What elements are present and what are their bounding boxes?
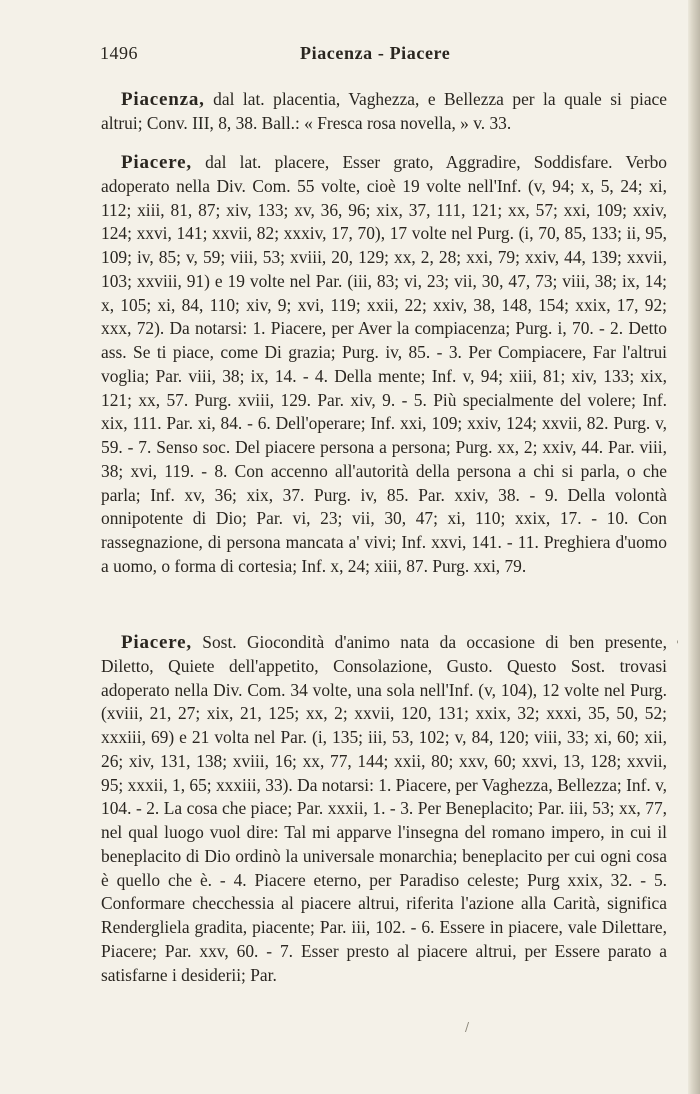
entry-headword: Piacere, bbox=[121, 632, 192, 653]
entry-headword: Piacere, bbox=[121, 152, 192, 173]
page-edge bbox=[688, 0, 700, 1094]
entry-body: Sost. Giocondità d'animo nata da occasione di ben presente, Diletto, Quiete dell'appetito, Consolazione, Gusto. Questo Sost. trovasi adoperato nella Div. Com. 34 volte, una sola nell'Inf. (v, 104), 12 volte nel Purg. (xviii, 21, 27; xix, 21, 125; xx, 2; xxvii, 120, 131; xxix, 32; xxxi, 35, 50, 52; xxxiii, 69) e 21 volta nel Par. (i, 135; iii, 53, 102; v, 84, 120; viii, 33; xi, 60; xii, 26; xiv, 131, 138; xviii, 16; xx, 77, 144; xxii, 80; xxv, 60; xxvi, 13, 128; xxvii, 95; xxxii, 1, 65; xxxiii, 33). Da notarsi: 1. Piacere, per Vaghezza, Bellezza; Inf. v, 104. - 2. La cosa che piace; Par. xxxii, 1. - 3. Per Beneplacito; Par. iii, 53; xx, 77, nel qual luogo vuol dire: Tal mi apparve l'insegna del romano impero, in cui il beneplacito di Dio ordinò la universale monarchia; beneplacito per cui ogni cosa è quello che è. - 4. Piacere eterno, per Paradiso celeste; Purg xxix, 32. - 5. Conformare checchessia al piacere altrui, riferita l'azione alla Carità, significa Rendergliela gradita, piacente; Par. iii, 102. - 6. Essere in piacere, vale Dilettare, Piacere; Par. xxv, 60. - 7. Esser presto al piacere altrui, per Essere parato a satisfarne i desiderii; Par. bbox=[101, 632, 667, 985]
pencil-mark: / bbox=[465, 1020, 470, 1034]
dictionary-entry-piacere-verb bbox=[101, 151, 667, 579]
entry-paragraph bbox=[101, 151, 667, 579]
running-head: Piacenza - Piacere bbox=[300, 43, 451, 63]
entry-paragraph bbox=[101, 631, 667, 987]
margin-dot: ' bbox=[676, 640, 679, 651]
entry-paragraph bbox=[101, 88, 667, 136]
entry-body: dal lat. placere, Esser grato, Aggradire, Soddisfare. Verbo adoperato nella Div. Com. 55 volte, cioè 19 volte nell'Inf. (v, 94; x, 5, 24; xi, 112; xiii, 81, 87; xiv, 133; xv, 36, 96; xix, 37, 111, 121; xx, 57; xxi, 109; xxiv, 124; xxvi, 141; xxvii, 82; xxxiv, 17, 70), 17 volte nel Purg. (i, 70, 85, 133; ii, 95, 109; iv, 85; v, 59; viii, 53; xviii, 20, 129; xx, 2, 28; xxi, 79; xxiv, 44, 139; xxvii, 103; xxviii, 91) e 19 volte nel Par. (iii, 83; vi, 23; vii, 30, 47, 73; viii, 38; ix, 14; x, 105; xi, 84, 110; xiv, 9; xvi, 119; xxii, 22; xxiv, 38, 148, 154; xxix, 17, 92; xxx, 72). Da notarsi: 1. Piacere, per Aver la compiacenza; Purg. i, 70. - 2. Detto ass. Se ti piace, come Di grazia; Purg. iv, 85. - 3. Per Compiacere, Far l'altrui voglia; Par. viii, 38; ix, 14. - 4. Della mente; Inf. v, 94; xiii, 81; xiv, 133; xix, 121; xx, 57. Purg. xviii, 129. Par. xiv, 9. - 5. Più specialmente del volere; Inf. xix, 111. Par. xi, 84. - 6. Dell'operare; Inf. xxi, 109; xxiv, 124; xxvii, 82. Purg. v, 59. - 7. Senso soc. Del piacere persona a persona; Purg. xx, 2; xxiv, 44. Par. viii, 38; xvi, 119. - 8. Con accenno all'autorità della persona a chi si parla, o che parla; Inf. xv, 36; xix, 37. Purg. iv, 85. Par. xxiv, 38. - 9. Della volontà onnipotente di Dio; Par. vi, 23; vii, 30, 47; xi, 110; xxix, 17. - 10. Con rassegnazione, di persona mancata a' vivi; Inf. xxvi, 141. - 11. Preghiera d'uomo a uomo, o forma di cortesia; Inf. x, 24; xiii, 87. Purg. xxi, 79. bbox=[101, 152, 667, 576]
dictionary-entry-piacenza bbox=[101, 88, 667, 136]
entry-headword: Piacenza, bbox=[121, 89, 205, 110]
page-number: 1496 bbox=[100, 43, 138, 63]
entry-body: dal lat. placentia, Vaghezza, e Bellezza per la quale si piace altrui; Conv. III, 8, 38. Ball.: « Fresca rosa novella, » v. 33. bbox=[101, 89, 667, 133]
dictionary-entry-piacere-noun bbox=[101, 631, 667, 987]
page-header bbox=[100, 43, 666, 67]
